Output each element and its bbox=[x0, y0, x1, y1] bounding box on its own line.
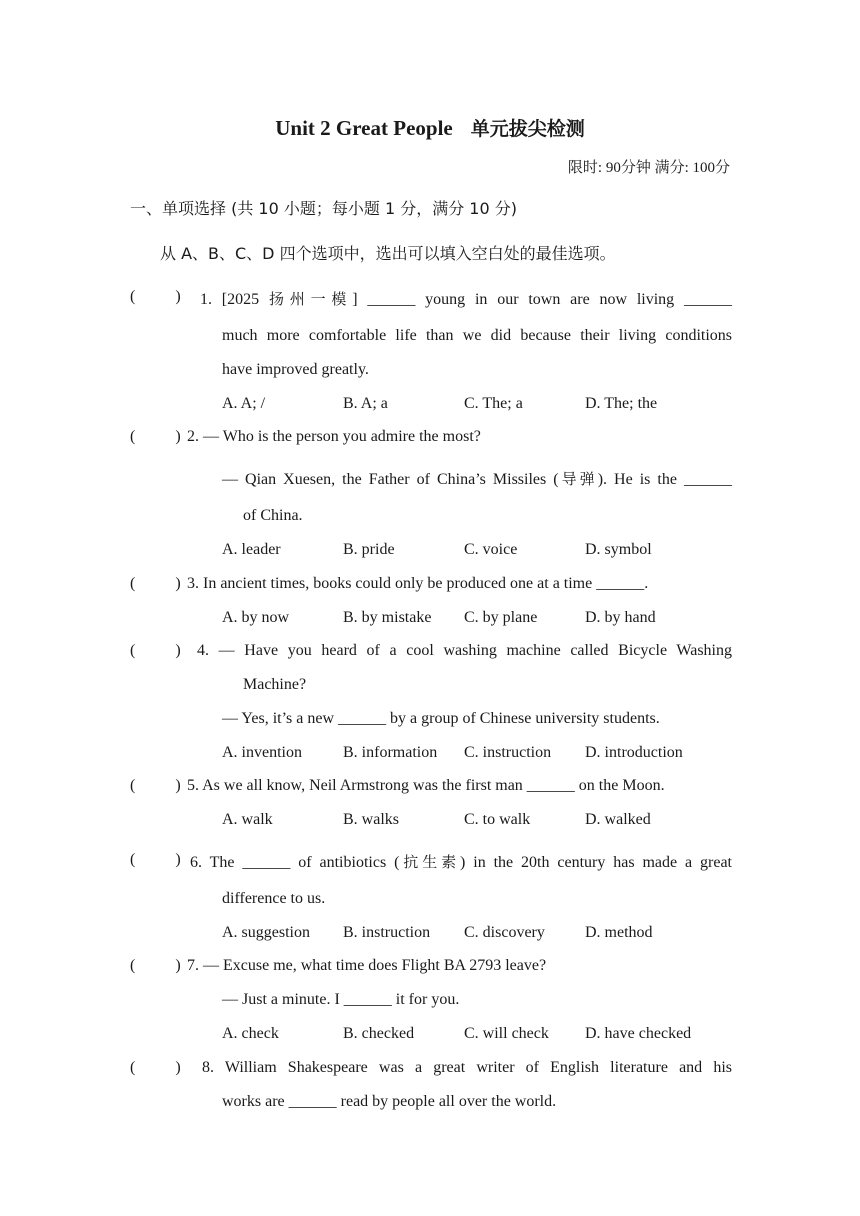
answer-option[interactable]: A. A; / bbox=[222, 395, 266, 412]
answer-option[interactable]: B. walks bbox=[343, 811, 399, 828]
question-stem: 1. [2025 扬州一模] ______ young in our town are now living ______ bbox=[200, 290, 732, 308]
answer-option[interactable]: D. method bbox=[585, 924, 653, 941]
answer-option[interactable]: D. by hand bbox=[585, 609, 656, 626]
answer-option[interactable]: A. check bbox=[222, 1025, 279, 1042]
section-heading: 一、单项选择 (共 10 小题；每小题 1 分，满分 10 分) bbox=[130, 199, 517, 218]
question-line: — Just a minute. I ______ it for you. bbox=[222, 991, 460, 1008]
question-line: works are ______ read by people all over the world. bbox=[222, 1093, 557, 1110]
question-stem: 3. In ancient times, books could only be produced one at a time ______. bbox=[187, 575, 649, 592]
question-stem: 2. — Who is the person you admire the most? bbox=[187, 428, 481, 445]
question-line: — Qian Xuesen, the Father of China’s Missiles (导弹). He is the ______ bbox=[222, 470, 732, 488]
title-english: Unit 2 Great People bbox=[275, 116, 453, 140]
answer-option[interactable]: A. leader bbox=[222, 541, 281, 558]
answer-option[interactable]: D. have checked bbox=[585, 1025, 692, 1042]
answer-blank[interactable]: ( ) bbox=[130, 851, 181, 868]
answer-option[interactable]: A. suggestion bbox=[222, 924, 310, 941]
answer-blank[interactable]: ( ) bbox=[130, 575, 181, 592]
answer-option[interactable]: B. checked bbox=[343, 1025, 415, 1042]
answer-option[interactable]: A. by now bbox=[222, 609, 290, 626]
answer-blank[interactable]: ( ) bbox=[130, 777, 181, 794]
answer-option[interactable]: B. by mistake bbox=[343, 609, 432, 626]
question-line: Machine? bbox=[243, 676, 307, 693]
answer-option[interactable]: C. The; a bbox=[464, 395, 523, 412]
answer-blank[interactable]: ( ) bbox=[130, 428, 181, 445]
answer-option[interactable]: C. will check bbox=[464, 1025, 549, 1042]
answer-option[interactable]: A. invention bbox=[222, 744, 302, 761]
question-stem: 8. William Shakespeare was a great writer of English literature and his bbox=[202, 1059, 732, 1076]
question-line: much more comfortable life than we did because their living conditions bbox=[222, 327, 732, 344]
answer-option[interactable]: B. A; a bbox=[343, 395, 388, 412]
question-line: of China. bbox=[243, 507, 303, 524]
question-line: difference to us. bbox=[222, 890, 326, 907]
answer-option[interactable]: B. information bbox=[343, 744, 438, 761]
answer-blank[interactable]: ( ) bbox=[130, 642, 181, 659]
answer-blank[interactable]: ( ) bbox=[130, 957, 181, 974]
answer-option[interactable]: B. pride bbox=[343, 541, 395, 558]
answer-option[interactable]: B. instruction bbox=[343, 924, 431, 941]
answer-option[interactable]: A. walk bbox=[222, 811, 273, 828]
question-stem: 5. As we all know, Neil Armstrong was the first man ______ on the Moon. bbox=[187, 777, 665, 794]
question-stem: 7. — Excuse me, what time does Flight BA 2793 leave? bbox=[187, 957, 547, 974]
answer-option[interactable]: D. symbol bbox=[585, 541, 652, 558]
answer-option[interactable]: D. introduction bbox=[585, 744, 683, 761]
answer-option[interactable]: C. to walk bbox=[464, 811, 531, 828]
answer-option[interactable]: C. by plane bbox=[464, 609, 538, 626]
answer-option[interactable]: C. instruction bbox=[464, 744, 552, 761]
question-line: — Yes, it’s a new ______ by a group of Chinese university students. bbox=[222, 710, 660, 727]
page-title bbox=[0, 114, 860, 141]
answer-option[interactable]: C. discovery bbox=[464, 924, 545, 941]
answer-option[interactable]: D. walked bbox=[585, 811, 651, 828]
answer-blank[interactable]: ( ) bbox=[130, 288, 181, 305]
question-line: have improved greatly. bbox=[222, 361, 369, 378]
answer-option[interactable]: C. voice bbox=[464, 541, 518, 558]
section-instruction: 从 A、B、C、D 四个选项中，选出可以填入空白处的最佳选项。 bbox=[160, 244, 616, 263]
answer-option[interactable]: D. The; the bbox=[585, 395, 658, 412]
title-chinese: 单元拔尖检测 bbox=[470, 118, 585, 140]
question-stem: 4. — Have you heard of a cool washing machine called Bicycle Washing bbox=[197, 642, 732, 659]
time-and-score: 限时: 90分钟 满分: 100分 bbox=[567, 160, 730, 176]
answer-blank[interactable]: ( ) bbox=[130, 1059, 181, 1076]
question-stem: 6. The ______ of antibiotics (抗生素) in the 20th century has made a great bbox=[190, 853, 733, 871]
